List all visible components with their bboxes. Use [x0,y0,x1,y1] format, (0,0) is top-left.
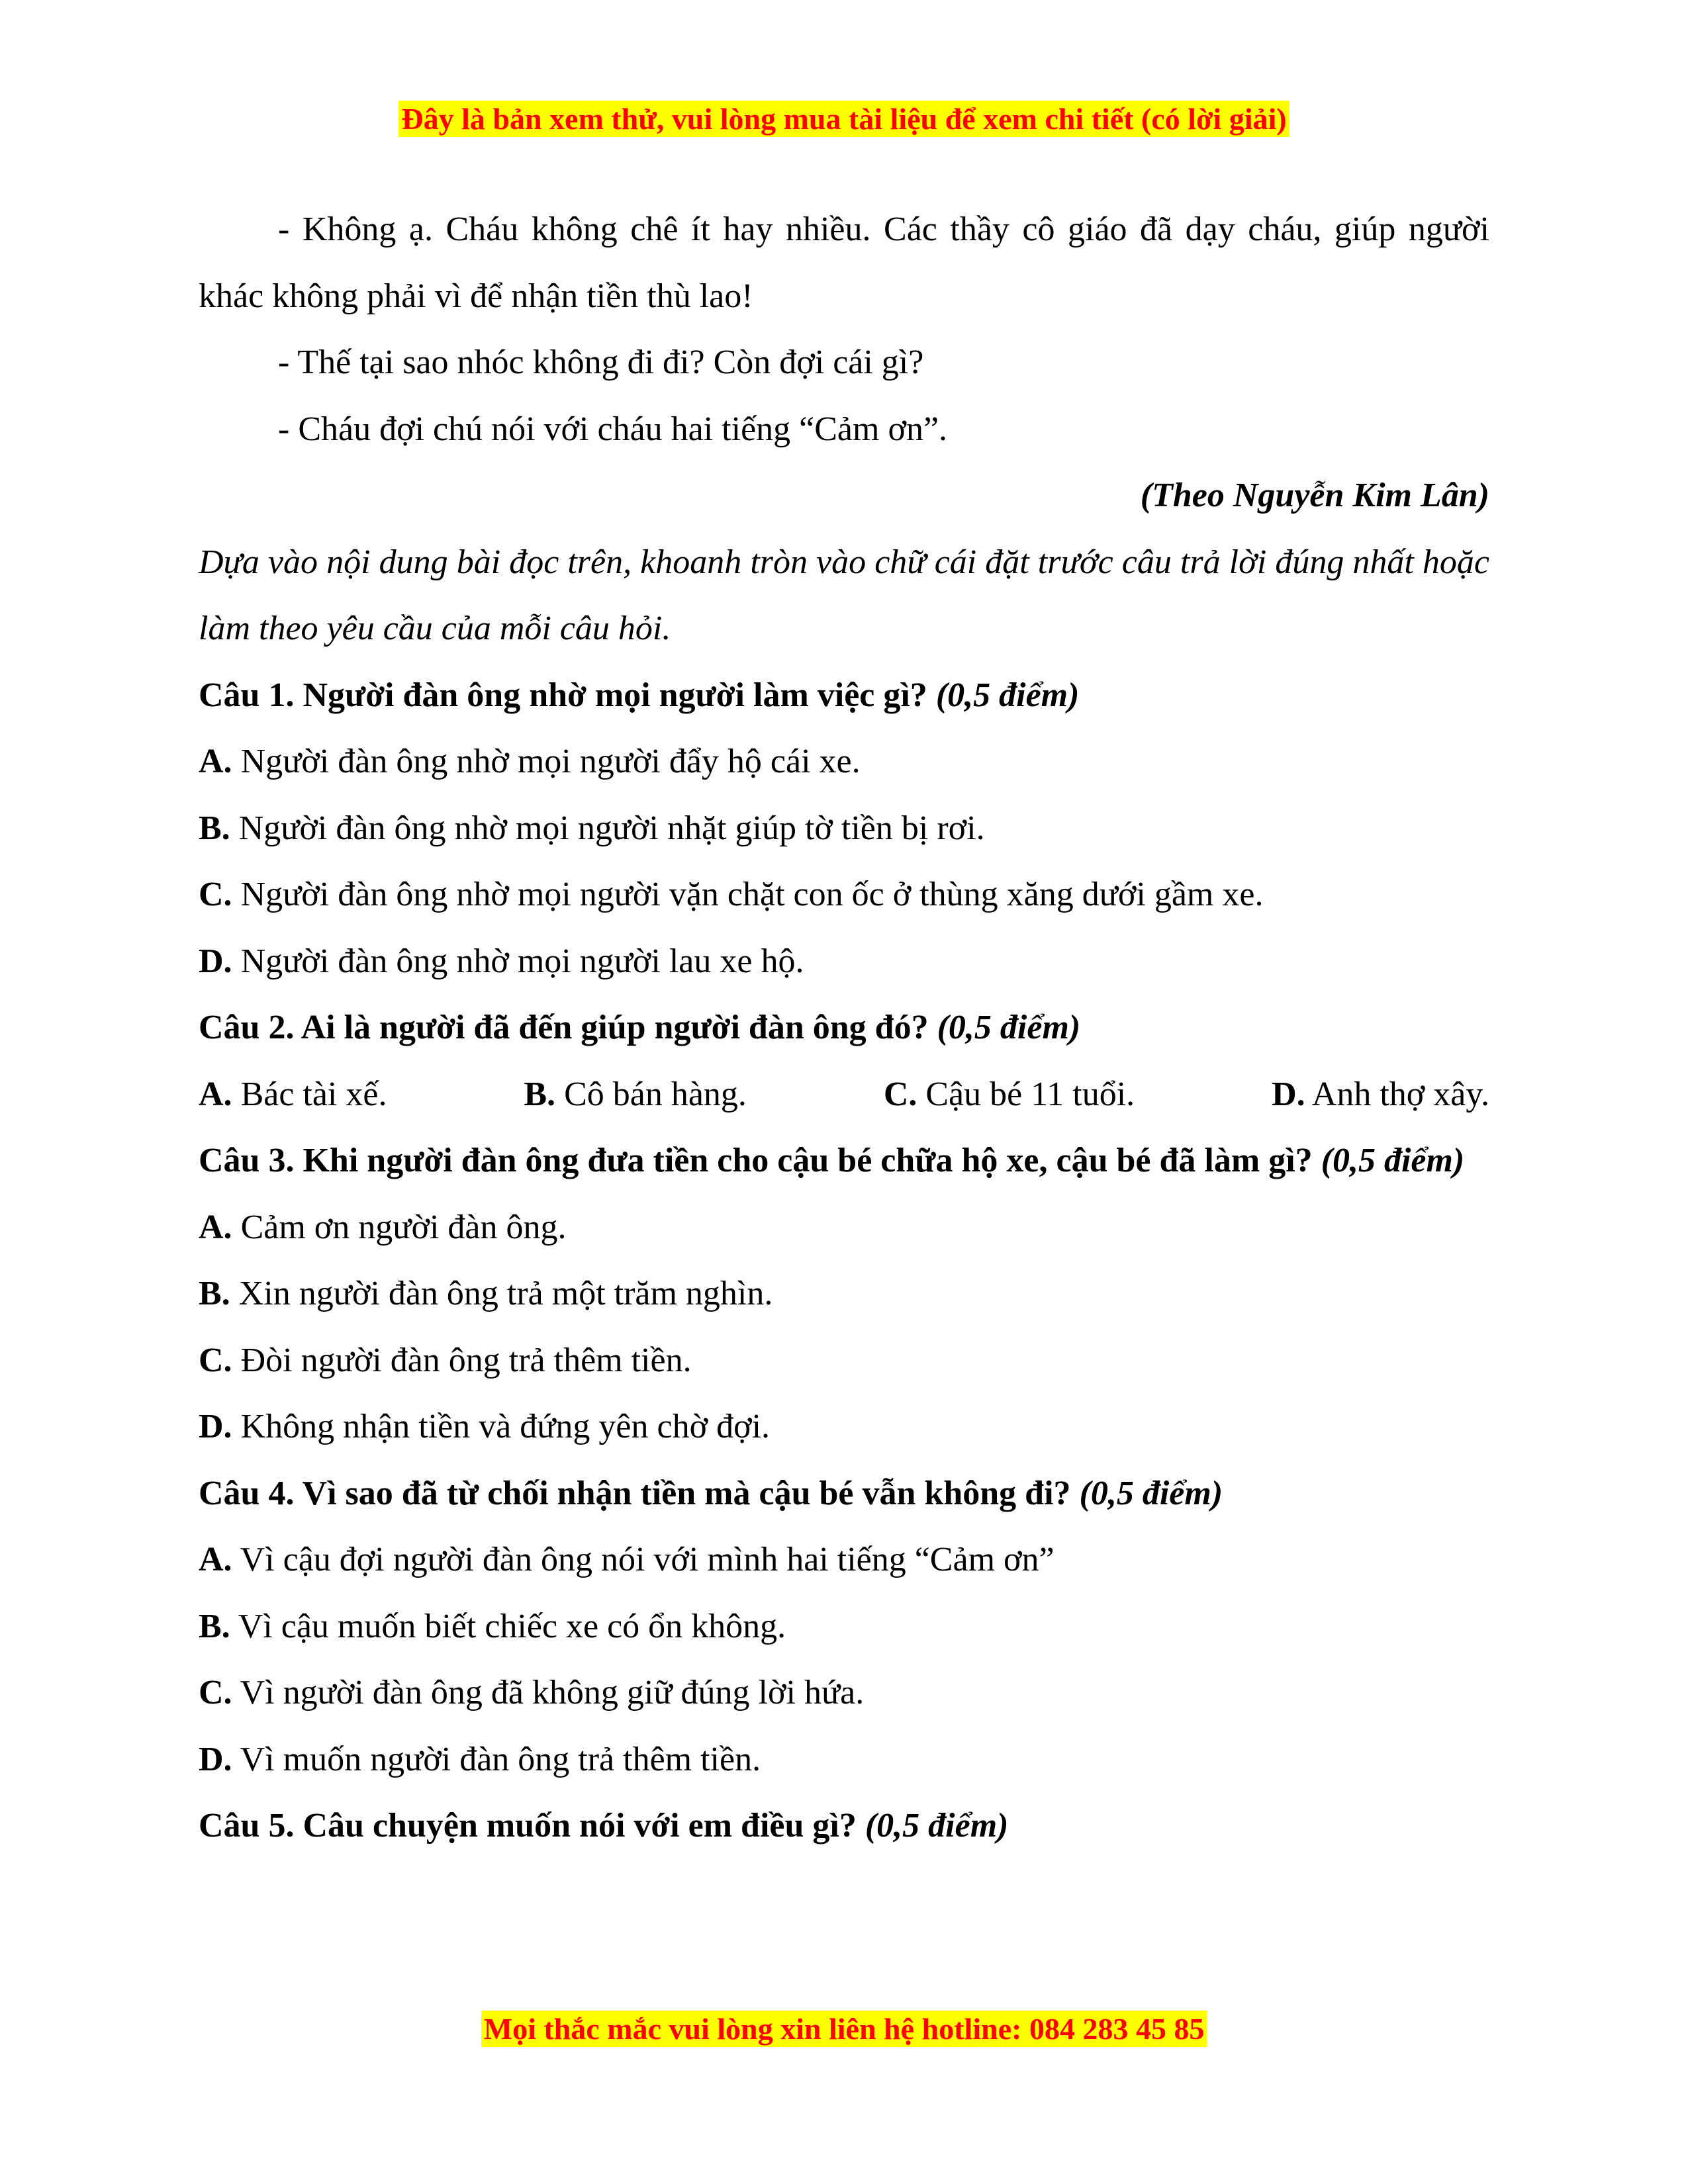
option-letter: B. [199,1607,230,1645]
question-2-option-c [884,1062,1135,1128]
question-3-title: Câu 3. Khi người đàn ông đưa tiền cho cậu bé chữa hộ xe, cậu bé đã làm gì? [199,1142,1313,1179]
option-letter: A. [199,743,232,780]
option-text: Vì muốn người đàn ông trả thêm tiền. [240,1740,761,1778]
option-letter: B. [524,1075,556,1113]
story-source: (Theo Nguyễn Kim Lân) [1140,477,1489,514]
option-text: Vì cậu muốn biết chiếc xe có ổn không. [238,1607,786,1645]
question-2 [199,995,1489,1062]
question-1-option-b [199,796,1489,862]
question-4-points: (0,5 điểm) [1079,1474,1223,1512]
option-text: Người đàn ông nhờ mọi người lau xe hộ. [240,942,804,980]
question-2-options [199,1062,1489,1128]
option-letter: D. [199,1740,232,1778]
option-text: Không nhận tiền và đứng yên chờ đợi. [240,1408,771,1445]
question-2-points: (0,5 điểm) [937,1009,1081,1046]
option-text: Người đàn ông nhờ mọi người vặn chặt con ốc ở thùng xăng dưới gầm xe. [240,876,1264,913]
header-notice-text: Đây là bản xem thử, vui lòng mua tài liệu để xem chi tiết (có lời giải) [399,101,1289,137]
question-3 [199,1128,1489,1195]
question-5 [199,1793,1489,1860]
option-letter: A. [199,1541,232,1578]
story-paragraph-1: - Không ạ. Cháu không chê ít hay nhiều. Các thầy cô giáo đã dạy cháu, giúp người khác không phải vì để nhận tiền thù lao! [199,210,1489,315]
story-paragraph-3: - Cháu đợi chú nói với cháu hai tiếng “Cảm ơn”. [278,410,948,448]
footer-notice-text: Mọi thắc mắc vui lòng xin liên hệ hotline: 084 283 45 85 [481,2011,1207,2047]
question-4-title: Câu 4. Vì sao đã từ chối nhận tiền mà cậu bé vẫn không đi? [199,1474,1071,1512]
question-2-option-a [199,1062,387,1128]
option-letter: C. [199,1341,232,1379]
question-5-title: Câu 5. Câu chuyện muốn nói với em điều gì? [199,1807,857,1844]
question-2-title: Câu 2. Ai là người đã đến giúp người đàn ông đó? [199,1009,929,1046]
question-1-option-c [199,862,1489,929]
question-4-option-a [199,1527,1489,1594]
question-4-option-b [199,1594,1489,1661]
question-5-points: (0,5 điểm) [865,1807,1009,1844]
footer-notice [0,2009,1688,2049]
question-1-title: Câu 1. Người đàn ông nhờ mọi người làm việc gì? [199,676,927,714]
option-text: Cảm ơn người đàn ông. [240,1208,567,1246]
question-3-option-a [199,1195,1489,1261]
document-body [199,197,1489,1860]
option-letter: C. [199,876,232,913]
story-paragraph-2: - Thế tại sao nhóc không đi đi? Còn đợi cái gì? [278,343,924,381]
question-3-option-b [199,1261,1489,1328]
question-2-option-b [524,1062,747,1128]
option-letter: D. [199,1408,232,1445]
question-1-option-d [199,929,1489,995]
option-letter: A. [199,1208,232,1246]
option-text: Anh thợ xây. [1311,1075,1489,1113]
option-text: Vì người đàn ông đã không giữ đúng lời hứa. [240,1674,865,1711]
question-3-option-c [199,1328,1489,1394]
option-text: Xin người đàn ông trả một trăm nghìn. [238,1275,773,1312]
question-3-points: (0,5 điểm) [1321,1142,1465,1179]
question-2-option-d [1272,1062,1489,1128]
option-text: Đòi người đàn ông trả thêm tiền. [240,1341,692,1379]
question-4-option-c [199,1660,1489,1727]
instruction: Dựa vào nội dung bài đọc trên, khoanh tròn vào chữ cái đặt trước câu trả lời đúng nhất hoặc làm theo yêu cầu của mỗi câu hỏi. [199,543,1489,647]
question-1-option-a [199,729,1489,796]
question-1-points: (0,5 điểm) [935,676,1080,714]
option-letter: D. [199,942,232,980]
question-4-option-d [199,1727,1489,1794]
option-text: Bác tài xế. [240,1075,387,1113]
option-text: Người đàn ông nhờ mọi người đẩy hộ cái xe. [240,743,861,780]
option-letter: C. [883,1075,917,1113]
option-text: Người đàn ông nhờ mọi người nhặt giúp tờ tiền bị rơi. [238,809,985,847]
question-4 [199,1461,1489,1527]
option-letter: A. [199,1075,232,1113]
option-letter: B. [199,809,230,847]
option-text: Vì cậu đợi người đàn ông nói với mình hai tiếng “Cảm ơn” [240,1541,1055,1578]
option-letter: C. [199,1674,232,1711]
option-text: Cậu bé 11 tuổi. [925,1075,1135,1113]
question-1 [199,662,1489,729]
option-letter: D. [1272,1075,1305,1113]
header-notice [0,99,1688,139]
option-text: Cô bán hàng. [564,1075,747,1113]
question-3-option-d [199,1394,1489,1461]
option-letter: B. [199,1275,230,1312]
